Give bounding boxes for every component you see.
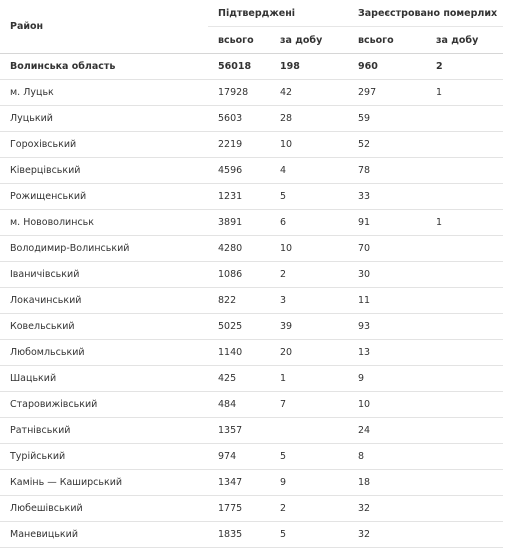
district-name: Іваничівський	[0, 262, 208, 288]
deaths-per-day: 2	[426, 54, 503, 80]
table-header	[0, 0, 503, 54]
district-name: Любешівський	[0, 496, 208, 522]
deaths-per-day	[426, 470, 503, 496]
deaths-per-day	[426, 158, 503, 184]
confirmed-total: 4280	[208, 236, 270, 262]
district-name: Турійський	[0, 444, 208, 470]
deaths-total: 33	[348, 184, 426, 210]
confirmed-per-day: 10	[270, 132, 348, 158]
confirmed-header: Підтверджені	[208, 0, 348, 27]
confirmed-total: 4596	[208, 158, 270, 184]
district-name: Локачинський	[0, 288, 208, 314]
confirmed-total: 17928	[208, 80, 270, 106]
deaths-per-day	[426, 418, 503, 444]
confirmed-per-day: 2	[270, 262, 348, 288]
deaths-total: 13	[348, 340, 426, 366]
district-header: Район	[0, 0, 208, 54]
deaths-per-day	[426, 314, 503, 340]
deaths-per-day	[426, 184, 503, 210]
district-name: Рожищенський	[0, 184, 208, 210]
table-body	[0, 54, 503, 548]
district-name: Шацький	[0, 366, 208, 392]
deaths-per-day	[426, 496, 503, 522]
district-name: Камінь — Каширський	[0, 470, 208, 496]
table-row	[0, 418, 503, 444]
deaths-total: 59	[348, 106, 426, 132]
deaths-per-day	[426, 262, 503, 288]
confirmed-per-day: 5	[270, 184, 348, 210]
confirmed-total: 1231	[208, 184, 270, 210]
district-name: Горохівський	[0, 132, 208, 158]
confirmed-per-day: 3	[270, 288, 348, 314]
confirmed-total: 5025	[208, 314, 270, 340]
deaths-per-day	[426, 444, 503, 470]
confirmed-total: 1086	[208, 262, 270, 288]
table-row	[0, 262, 503, 288]
deaths-per-day	[426, 236, 503, 262]
deaths-total: 52	[348, 132, 426, 158]
deaths-per-day	[426, 340, 503, 366]
deaths-per-day: 1	[426, 80, 503, 106]
deaths-per-day	[426, 522, 503, 548]
confirmed-total: 5603	[208, 106, 270, 132]
table-row	[0, 132, 503, 158]
district-name: Ковельський	[0, 314, 208, 340]
deaths-total: 30	[348, 262, 426, 288]
table-row	[0, 340, 503, 366]
confirmed-total: 484	[208, 392, 270, 418]
deaths-total: 18	[348, 470, 426, 496]
table-row	[0, 236, 503, 262]
deaths-total: 9	[348, 366, 426, 392]
deaths-total: 297	[348, 80, 426, 106]
confirmed-total: 425	[208, 366, 270, 392]
confirmed-per-day: 5	[270, 522, 348, 548]
district-name: Волинська область	[0, 54, 208, 80]
district-name: Старовижівський	[0, 392, 208, 418]
confirmed-per-day: 4	[270, 158, 348, 184]
confirmed-per-day: 10	[270, 236, 348, 262]
deaths-total: 32	[348, 496, 426, 522]
confirmed-total: 974	[208, 444, 270, 470]
confirmed-per-day	[270, 418, 348, 444]
confirmed-total: 2219	[208, 132, 270, 158]
district-name: Ківерцівський	[0, 158, 208, 184]
deaths-total-header: всього	[348, 27, 426, 54]
table-row	[0, 210, 503, 236]
deaths-per-day	[426, 106, 503, 132]
district-name: м. Нововолинськ	[0, 210, 208, 236]
district-name: Маневицький	[0, 522, 208, 548]
deaths-total: 91	[348, 210, 426, 236]
confirmed-per-day: 28	[270, 106, 348, 132]
table-row	[0, 80, 503, 106]
table-row	[0, 496, 503, 522]
table-row	[0, 522, 503, 548]
confirmed-total: 3891	[208, 210, 270, 236]
deaths-header: Зареєстровано померлих	[348, 0, 503, 27]
deaths-total: 960	[348, 54, 426, 80]
table-row	[0, 444, 503, 470]
confirmed-per-day: 9	[270, 470, 348, 496]
district-name: Ратнівський	[0, 418, 208, 444]
deaths-total: 78	[348, 158, 426, 184]
deaths-total: 11	[348, 288, 426, 314]
confirmed-total: 822	[208, 288, 270, 314]
confirmed-per-day: 7	[270, 392, 348, 418]
table-row	[0, 470, 503, 496]
confirmed-total-header: всього	[208, 27, 270, 54]
confirmed-total: 1357	[208, 418, 270, 444]
deaths-per-day	[426, 392, 503, 418]
confirmed-total: 56018	[208, 54, 270, 80]
deaths-total: 32	[348, 522, 426, 548]
confirmed-per-day: 20	[270, 340, 348, 366]
district-name: Володимир-Волинський	[0, 236, 208, 262]
confirmed-total: 1347	[208, 470, 270, 496]
confirmed-per-day: 5	[270, 444, 348, 470]
deaths-per-day-header: за добу	[426, 27, 503, 54]
table-row	[0, 392, 503, 418]
confirmed-per-day: 6	[270, 210, 348, 236]
deaths-per-day	[426, 288, 503, 314]
deaths-total: 70	[348, 236, 426, 262]
confirmed-per-day: 198	[270, 54, 348, 80]
confirmed-total: 1835	[208, 522, 270, 548]
table-row	[0, 366, 503, 392]
deaths-per-day: 1	[426, 210, 503, 236]
deaths-total: 10	[348, 392, 426, 418]
confirmed-total: 1775	[208, 496, 270, 522]
confirmed-per-day: 1	[270, 366, 348, 392]
table-row	[0, 314, 503, 340]
table-row	[0, 158, 503, 184]
confirmed-total: 1140	[208, 340, 270, 366]
deaths-per-day	[426, 366, 503, 392]
deaths-total: 93	[348, 314, 426, 340]
district-name: Любомльський	[0, 340, 208, 366]
total-row	[0, 54, 503, 80]
deaths-total: 24	[348, 418, 426, 444]
confirmed-per-day: 42	[270, 80, 348, 106]
confirmed-per-day: 2	[270, 496, 348, 522]
confirmed-per-day-header: за добу	[270, 27, 348, 54]
table-row	[0, 184, 503, 210]
deaths-total: 8	[348, 444, 426, 470]
deaths-per-day	[426, 132, 503, 158]
confirmed-per-day: 39	[270, 314, 348, 340]
district-name: м. Луцьк	[0, 80, 208, 106]
table-row	[0, 288, 503, 314]
table-row	[0, 106, 503, 132]
district-name: Луцький	[0, 106, 208, 132]
